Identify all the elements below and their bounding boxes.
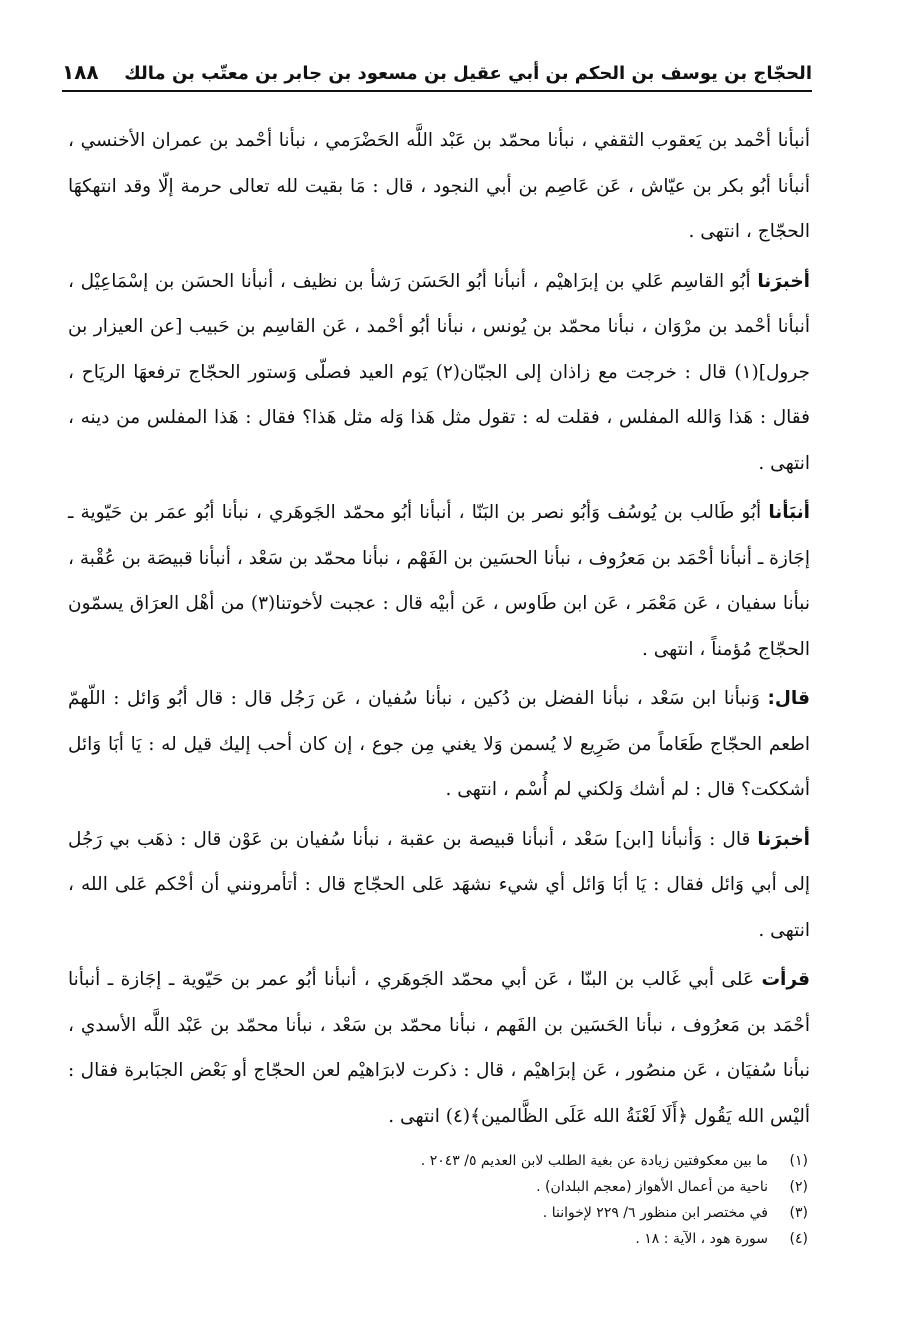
footnote (240, 1200, 808, 1226)
paragraph-lead: قرأت (761, 969, 810, 990)
paragraph-text: قال : وَأنبأنا [ابن] سَعْد ، أنبأنا قبيصة بن عقبة ، نبأنا سُفيان بن عَوْن قال : ذهَب بي رَجُل إلى أبي وَائل فقال : يَا أبَا وَائل أي شيء نشهَد عَلى الحجّاج قال : أتأمرونني أن أحْكم عَلى الله ، انتهى . (68, 828, 810, 941)
footnotes (240, 1148, 808, 1252)
footnote-text: سورة هود ، الآية : ١٨ . (635, 1231, 768, 1247)
paragraph-6 (68, 957, 810, 1139)
footnote-text: ما بين معكوفتين زيادة عن بغية الطلب لابن العديم ٥/ ٢٠٤٣ . (420, 1153, 768, 1169)
main-text (68, 118, 810, 1143)
footnote (240, 1174, 808, 1200)
footnote-number: (١) (789, 1153, 808, 1169)
paragraph-text: أبُو طَالب بن يُوسُف وَأبُو نصر بن البَنّا ، أنبأنا أبُو محمّد الجَوهَري ، نبأنا أبُو عمَر بن حَيّوية ـ إجَازة ـ أنبأنا أحْمَد بن مَعرُوف ، نبأنا الحسَين بن الفَهْم ، نبأنا محمّد بن سَعْد ، أنبأنا قبيصَة بن عُقْبة ، نبأنا سفيان ، عَن مَعْمَر ، عَن ابن طَاوس ، عَن أبيْه قال : عجبت لأخوتنا(٣) من أهْل العرَاق يسمّون الحجّاج مُؤمناً ، انتهى . (68, 502, 810, 660)
footnote (240, 1148, 808, 1174)
paragraph-2 (68, 259, 810, 487)
running-title: الحجّاج بن يوسف بن الحكم بن أبي عقيل بن مسعود بن جابر بن معتّب بن مالك (124, 63, 812, 84)
paragraph-3 (68, 490, 810, 672)
footnote-number: (٣) (789, 1205, 808, 1221)
footnote (240, 1226, 808, 1252)
paragraph-text: وَنبأنا ابن سَعْد ، نبأنا الفضل بن دُكين ، نبأنا سُفيان ، عَن رَجُل قال : قال أبُو وَائل : اللّهمّ اطعم الحجّاج طَعَاماً من ضَرِيع لا يُسمن وَلا يغني مِن جوع ، إن كان أحب إليك قيل له : يَا أبَا وَائل أشككت؟ قال : لم أشك وَلكني لم أُسْم ، انتهى . (68, 688, 810, 800)
footnote-number: (٢) (789, 1179, 808, 1195)
page-header (62, 52, 812, 92)
paragraph-1 (68, 118, 810, 255)
paragraph-lead: أخبرَنا (757, 270, 810, 292)
footnote-text: في مختصر ابن منظور ٦/ ٢٢٩ لإخواننا . (542, 1205, 768, 1221)
paragraph-text: أبُو القاسِم عَلي بن إبرَاهيْم ، أنبأنا أبُو الحَسَن رَشأ بن نظيف ، أنبأنا الحسَن بن إسْمَاعِيْل ، أنبأنا أحْمد بن مرْوَان ، نبأنا محمّد بن يُونس ، نبأنا أبُو أحْمد ، عَن القاسِم بن حَبيب [عن العيزار بن جرول](١) قال : خرجت مع زاذان إلى الجبّان(٢) يَوم العيد فصلّى وَستور الحجّاج ترفعهَا الريَاح ، فقال : هَذا وَالله المفلس ، فقلت له : تقول مثل هَذا وَله مثل هَذا؟ فقال : هَذا المفلس من دينه ، انتهى . (68, 270, 810, 474)
paragraph-lead: قال: (767, 688, 810, 709)
paragraph-lead: أنبَأنا (768, 502, 810, 523)
paragraph-text: عَلى أبي غَالب بن البنّا ، عَن أبي محمّد الجَوهَري ، أنبأنا أبُو عمر بن حَيّوية ـ إجَازة ـ أنبأنا أحْمَد بن مَعرُوف ، نبأنا الحَسَين بن الفَهم ، نبأنا محمّد بن سَعْد ، نبأنا محمّد بن عَبْد اللَّه الأسدي ، نبأنا سُفيَان ، عَن منصُور ، عَن إبرَاهيْم ، قال : ذكرت لابرَاهيْم لعن الحجّاج أو بَعْض الجبَابرة فقال : أليْس الله يَقُول ﴿أَلَا لَعْنَةُ الله عَلَى الظَّالمين﴾(٤) انتهى . (68, 969, 810, 1127)
footnote-number: (٤) (789, 1231, 808, 1247)
page-number: ١٨٨ (62, 60, 99, 84)
footnote-text: ناحية من أعمال الأهواز (معجم البلدان) . (536, 1179, 768, 1195)
paragraph-lead: أخبرَنا (757, 828, 810, 850)
paragraph-4 (68, 676, 810, 813)
paragraph-5 (68, 817, 810, 954)
paragraph-text: أنبأنا أحْمد بن يَعقوب الثقفي ، نبأنا محمّد بن عَبْد اللَّه الحَضْرَمي ، نبأنا أحْمد بن عمران الأخنسي ، أنبأنا أبُو بكر بن عيّاش ، عَن عَاصِم بن أبي النجود ، قال : مَا بقيت لله تعالى حرمة إلّا وقد انتهكهَا الحجّاج ، انتهى . (68, 130, 810, 242)
